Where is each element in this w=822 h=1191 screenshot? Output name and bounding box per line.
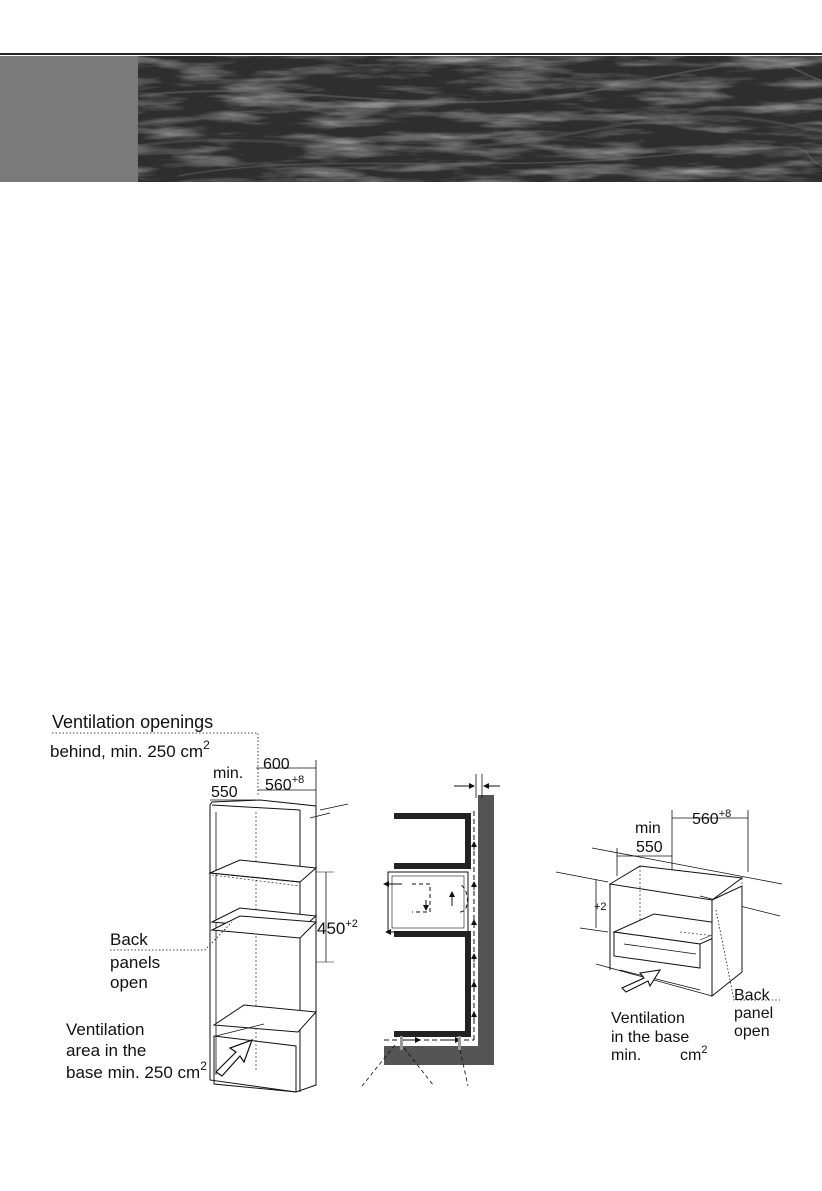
base-dim-min-label: min <box>635 820 661 837</box>
section-tab <box>0 56 138 182</box>
base-vent-label-2: in the base <box>611 1029 690 1046</box>
ventilation-behind-label-2: behind, min. 250 $cm^2$ <box>50 738 210 761</box>
top-rule <box>0 53 822 55</box>
back-panels-label-3: open <box>110 973 148 992</box>
base-vent-label-3a: min. <box>611 1047 642 1064</box>
back-panels-label-1: Back <box>110 930 148 949</box>
base-back-panel-label-3: open <box>734 1023 770 1040</box>
dim-450: $450^{+2}$ <box>317 918 358 938</box>
dim-600: 600 <box>263 756 290 773</box>
back-panels-label-2: panels <box>110 953 161 972</box>
ventilation-behind-label-1: Ventilation openings <box>52 712 214 732</box>
base-dim-550: 550 <box>636 839 663 856</box>
base-vent-label-2: area in the <box>66 1041 147 1060</box>
dim-560: $560^{+8}$ <box>265 774 305 794</box>
base-cabinet-figure <box>556 808 782 1064</box>
slate-banner <box>138 56 822 182</box>
tall-cabinet-figure <box>50 712 358 1092</box>
dim-min-label: min. <box>213 765 244 782</box>
base-back-panel-label-1: Back <box>734 987 770 1004</box>
section-view-figure <box>362 774 500 1086</box>
base-dim-560: $560^{+8}$ <box>692 808 732 828</box>
base-dim-plus2: +2 <box>594 901 607 913</box>
base-vent-label-3: base min. 250 $cm^2$ <box>66 1059 207 1082</box>
dim-550: 550 <box>211 784 238 801</box>
base-vent-label-1: Ventilation <box>66 1020 145 1039</box>
installation-diagram <box>0 700 822 1120</box>
base-vent-label-3b: $cm^2$ <box>680 1044 708 1064</box>
base-back-panel-label-2: panel <box>734 1005 774 1022</box>
page-header <box>0 56 822 182</box>
base-vent-label-1: Ventilation <box>611 1010 685 1027</box>
